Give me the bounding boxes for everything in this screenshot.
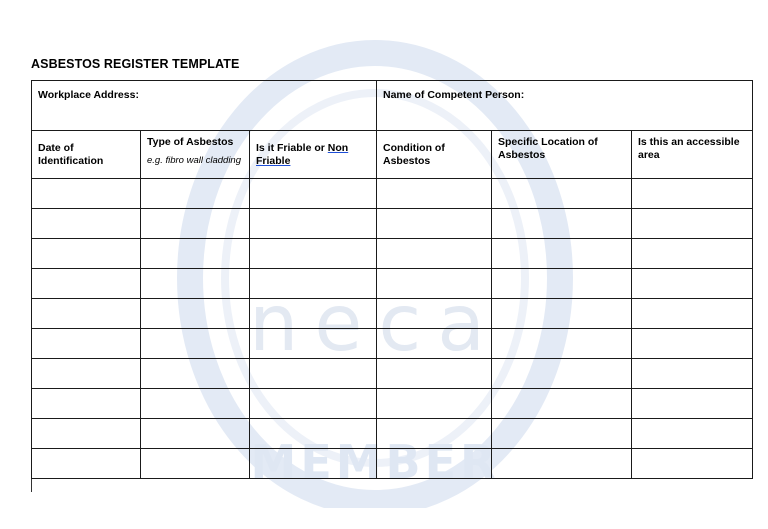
table-cell[interactable] xyxy=(250,239,377,269)
table-row xyxy=(32,269,753,299)
table-cell[interactable] xyxy=(492,209,632,239)
table-cell[interactable] xyxy=(632,209,753,239)
column-header-accessible xyxy=(632,131,753,179)
table-cell[interactable] xyxy=(632,449,753,479)
table-row xyxy=(32,389,753,419)
workplace-address-field[interactable] xyxy=(32,81,377,131)
table-cell[interactable] xyxy=(141,329,250,359)
table-cell[interactable] xyxy=(377,419,492,449)
column-header-row xyxy=(32,131,753,179)
table-cell[interactable] xyxy=(32,239,141,269)
table-cell[interactable] xyxy=(141,389,250,419)
table-cell[interactable] xyxy=(141,449,250,479)
table-cell[interactable] xyxy=(632,239,753,269)
table-cell[interactable] xyxy=(250,269,377,299)
table-cell[interactable] xyxy=(492,239,632,269)
table-cell[interactable] xyxy=(250,389,377,419)
table-cell[interactable] xyxy=(377,299,492,329)
table-cell[interactable] xyxy=(141,359,250,389)
table-cell[interactable] xyxy=(377,329,492,359)
column-header-location-label: Specific Location of Asbestos xyxy=(498,136,598,161)
column-header-type-label: Type of Asbestos xyxy=(147,136,234,148)
column-header-type-example: e.g. fibro wall cladding xyxy=(147,155,241,166)
column-header-friable-prefix: Is it Friable or xyxy=(256,141,328,154)
table-cell[interactable] xyxy=(492,299,632,329)
table-row xyxy=(32,419,753,449)
table-cell[interactable] xyxy=(492,389,632,419)
table-cell[interactable] xyxy=(377,359,492,389)
text-cursor xyxy=(31,479,32,492)
table-cell[interactable] xyxy=(141,269,250,299)
table-cell[interactable] xyxy=(492,359,632,389)
table-cell[interactable] xyxy=(492,179,632,209)
competent-person-field[interactable] xyxy=(377,81,753,131)
table-row xyxy=(32,299,753,329)
table-cell[interactable] xyxy=(141,179,250,209)
column-header-accessible-label: Is this an accessible area xyxy=(638,136,740,161)
column-header-location xyxy=(492,131,632,179)
info-row xyxy=(32,81,753,131)
table-cell[interactable] xyxy=(32,449,141,479)
column-header-date xyxy=(32,131,141,179)
table-row xyxy=(32,239,753,269)
table-cell[interactable] xyxy=(32,179,141,209)
watermark-member-text: MEMBER xyxy=(250,435,500,489)
table-cell[interactable] xyxy=(492,449,632,479)
table-cell[interactable] xyxy=(492,269,632,299)
table-cell[interactable] xyxy=(632,359,753,389)
table-cell[interactable] xyxy=(32,269,141,299)
table-cell[interactable] xyxy=(632,299,753,329)
table-cell[interactable] xyxy=(141,239,250,269)
table-cell[interactable] xyxy=(492,329,632,359)
table-cell[interactable] xyxy=(250,329,377,359)
document-title: ASBESTOS REGISTER TEMPLATE xyxy=(31,57,240,71)
register-entry-rows xyxy=(32,179,753,479)
table-cell[interactable] xyxy=(250,299,377,329)
column-header-condition xyxy=(377,131,492,179)
competent-person-label: Name of Competent Person: xyxy=(383,89,525,101)
column-header-friable-label xyxy=(250,142,376,168)
table-cell[interactable] xyxy=(250,419,377,449)
table-cell[interactable] xyxy=(32,419,141,449)
table-cell[interactable] xyxy=(632,269,753,299)
table-cell[interactable] xyxy=(141,209,250,239)
table-row xyxy=(32,359,753,389)
table-row xyxy=(32,329,753,359)
workplace-address-label: Workplace Address: xyxy=(38,89,139,101)
table-row xyxy=(32,449,753,479)
column-header-friable xyxy=(250,131,377,179)
table-cell[interactable] xyxy=(377,269,492,299)
table-cell[interactable] xyxy=(250,359,377,389)
table-cell[interactable] xyxy=(32,329,141,359)
table-cell[interactable] xyxy=(492,419,632,449)
column-header-friable-underlined: Non Friable xyxy=(256,141,349,167)
column-header-date-label: Date of Identification xyxy=(38,141,104,167)
table-cell[interactable] xyxy=(632,419,753,449)
table-cell[interactable] xyxy=(377,449,492,479)
table-cell[interactable] xyxy=(250,209,377,239)
column-header-condition-label: Condition of Asbestos xyxy=(383,141,445,167)
table-cell[interactable] xyxy=(632,389,753,419)
table-cell[interactable] xyxy=(632,329,753,359)
table-cell[interactable] xyxy=(141,299,250,329)
watermark-neca-text: neca xyxy=(248,279,502,369)
table-cell[interactable] xyxy=(632,179,753,209)
column-header-type xyxy=(141,131,250,179)
table-cell[interactable] xyxy=(377,239,492,269)
table-row xyxy=(32,209,753,239)
table-cell[interactable] xyxy=(377,389,492,419)
table-cell[interactable] xyxy=(250,449,377,479)
table-cell[interactable] xyxy=(32,209,141,239)
table-row xyxy=(32,179,753,209)
table-cell[interactable] xyxy=(250,179,377,209)
table-cell[interactable] xyxy=(32,299,141,329)
table-cell[interactable] xyxy=(141,419,250,449)
table-cell[interactable] xyxy=(377,179,492,209)
table-cell[interactable] xyxy=(32,359,141,389)
table-cell[interactable] xyxy=(377,209,492,239)
asbestos-register-table xyxy=(31,80,753,479)
table-cell[interactable] xyxy=(32,389,141,419)
